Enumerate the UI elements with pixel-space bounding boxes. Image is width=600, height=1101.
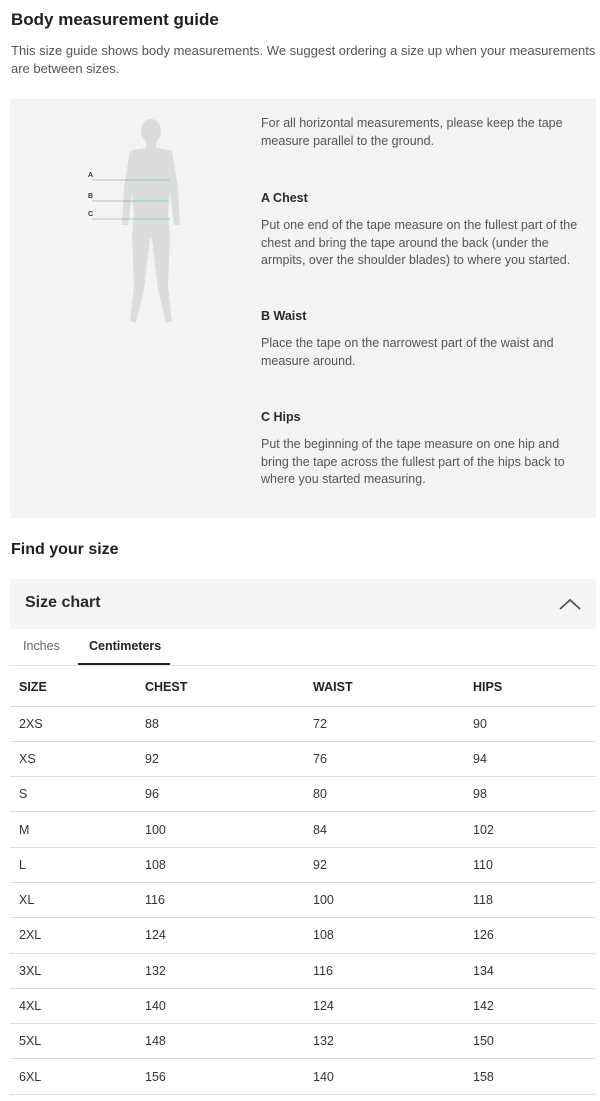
- size-chart-label: Size chart: [25, 594, 101, 611]
- table-row: [10, 918, 596, 953]
- table-row: [10, 706, 596, 741]
- figure-label-a: A: [88, 172, 94, 179]
- cell-size: 6XL: [10, 1059, 145, 1094]
- chest-text: Put one end of the tape measure on the fullest part of the chest and bring the tape around the back (under the armpits, over the shoulder blades) to where you started.: [261, 218, 578, 267]
- table-row: [10, 1024, 596, 1059]
- cell-size: 5XL: [10, 1024, 145, 1059]
- cell-waist: 84: [313, 812, 473, 847]
- cell-chest: 132: [145, 953, 313, 988]
- unit-tabs: [10, 629, 596, 666]
- cell-hips: 126: [473, 918, 596, 953]
- cell-waist: 76: [313, 741, 473, 776]
- measurement-guide-panel: [10, 99, 596, 518]
- cell-chest: 92: [145, 741, 313, 776]
- cell-size: XL: [10, 882, 145, 917]
- cell-hips: 150: [473, 1024, 596, 1059]
- table-row: [10, 847, 596, 882]
- table-row: [10, 741, 596, 776]
- table-row: [10, 953, 596, 988]
- cell-hips: 142: [473, 988, 596, 1023]
- hips-text: Put the beginning of the tape measure on one hip and bring the tape across the fullest part of the hips back to where you started measuring.: [261, 437, 565, 486]
- hips-heading: C Hips: [261, 410, 301, 424]
- cell-hips: 94: [473, 741, 596, 776]
- cell-waist: 80: [313, 777, 473, 812]
- page-title: Body measurement guide: [11, 10, 219, 29]
- cell-hips: 158: [473, 1059, 596, 1094]
- cell-waist: 124: [313, 988, 473, 1023]
- table-row: [10, 1059, 596, 1094]
- cell-chest: 124: [145, 918, 313, 953]
- cell-hips: 134: [473, 953, 596, 988]
- cell-chest: 148: [145, 1024, 313, 1059]
- table-row: [10, 777, 596, 812]
- chevron-up-icon[interactable]: [558, 596, 582, 612]
- table-row: [10, 882, 596, 917]
- cell-waist: 100: [313, 882, 473, 917]
- header-hips: HIPS: [473, 668, 596, 706]
- active-tab-indicator: [78, 663, 170, 665]
- cell-waist: 92: [313, 847, 473, 882]
- cell-size: XS: [10, 741, 145, 776]
- intro-text: This size guide shows body measurements. We suggest ordering a size up when your measurements are between sizes.: [11, 43, 596, 76]
- cell-hips: 102: [473, 812, 596, 847]
- cell-hips: 110: [473, 847, 596, 882]
- header-chest: CHEST: [145, 668, 313, 706]
- cell-chest: 140: [145, 988, 313, 1023]
- table-row: [10, 988, 596, 1023]
- cell-waist: 132: [313, 1024, 473, 1059]
- chest-heading: A Chest: [261, 191, 308, 205]
- cell-size: 2XL: [10, 918, 145, 953]
- waist-heading: B Waist: [261, 309, 307, 323]
- cell-chest: 156: [145, 1059, 313, 1094]
- cell-waist: 140: [313, 1059, 473, 1094]
- waist-text: Place the tape on the narrowest part of the waist and measure around.: [261, 336, 554, 368]
- tab-centimeters[interactable]: Centimeters: [89, 639, 162, 653]
- body-silhouette-icon: [86, 117, 196, 337]
- cell-waist: 108: [313, 918, 473, 953]
- cell-hips: 98: [473, 777, 596, 812]
- cell-size: L: [10, 847, 145, 882]
- table-header-row: [10, 668, 596, 706]
- cell-size: 2XS: [10, 706, 145, 741]
- size-chart-accordion[interactable]: [10, 579, 596, 629]
- header-waist: WAIST: [313, 668, 473, 706]
- find-size-title: Find your size: [11, 541, 119, 558]
- cell-chest: 96: [145, 777, 313, 812]
- table-row: [10, 812, 596, 847]
- cell-size: 4XL: [10, 988, 145, 1023]
- figure-label-b: B: [88, 193, 94, 200]
- cell-size: 3XL: [10, 953, 145, 988]
- cell-waist: 116: [313, 953, 473, 988]
- cell-hips: 118: [473, 882, 596, 917]
- cell-waist: 72: [313, 706, 473, 741]
- tab-inches[interactable]: Inches: [23, 639, 60, 653]
- cell-chest: 116: [145, 882, 313, 917]
- cell-chest: 100: [145, 812, 313, 847]
- cell-chest: 88: [145, 706, 313, 741]
- horizontal-note: For all horizontal measurements, please keep the tape measure parallel to the ground.: [261, 116, 563, 148]
- figure-label-c: C: [88, 211, 94, 218]
- cell-size: M: [10, 812, 145, 847]
- cell-size: S: [10, 777, 145, 812]
- header-size: SIZE: [10, 668, 145, 706]
- cell-hips: 90: [473, 706, 596, 741]
- size-table: [10, 668, 596, 1095]
- cell-chest: 108: [145, 847, 313, 882]
